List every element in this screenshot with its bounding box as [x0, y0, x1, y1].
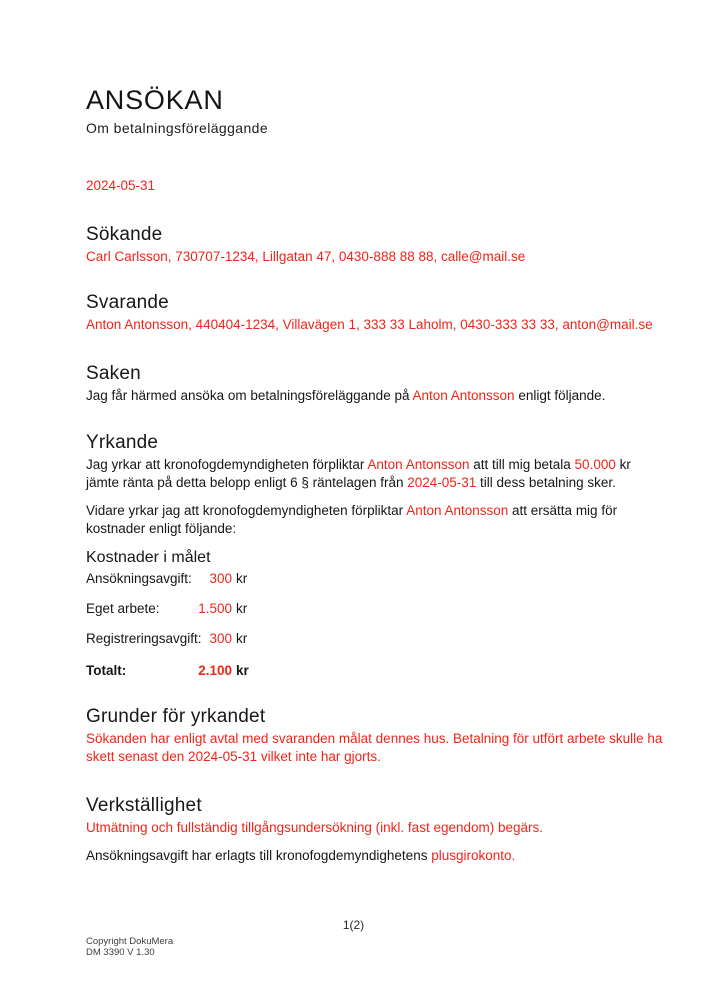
section-respondent: [86, 292, 653, 334]
highlighted-value: 50.000: [574, 457, 616, 472]
applicant-details: [86, 248, 525, 266]
cost-row-application-fee: [86, 570, 326, 588]
cost-row-own-work: [86, 600, 326, 618]
grounds-text-line-2: [86, 748, 662, 766]
cost-unit: kr: [236, 663, 249, 678]
enforcement-request-text: [86, 819, 543, 837]
cost-label: Totalt:: [86, 663, 127, 678]
claim-heading: Yrkande: [86, 432, 159, 453]
text-segment: till dess betalning sker.: [476, 475, 616, 490]
doc-date: 2024-05-31: [86, 178, 156, 193]
respondent-details: [86, 316, 653, 334]
cost-amount: 1.500: [198, 601, 232, 616]
text-segment: kostnader enligt följande:: [86, 521, 237, 536]
cost-label: Registreringsavgift:: [86, 631, 202, 646]
matter-text: [86, 387, 605, 405]
highlighted-value: Anton Antonsson, 440404-1234, Villavägen 1, 333 33 Laholm, 0430-333 33 33, anton@mail.se: [86, 317, 653, 332]
cost-amount: 300: [209, 631, 232, 646]
cost-amount: 2.100: [198, 663, 232, 678]
footer-copyright: Copyright DokuMera: [86, 936, 174, 947]
doc-subtitle: Om betalningsföreläggande: [86, 120, 269, 136]
highlighted-value: skett senast den 2024-05-31 vilket inte har gjorts.: [86, 749, 381, 764]
applicant-heading: Sökande: [86, 224, 163, 245]
section-enforcement: [86, 795, 543, 865]
text-segment: Jag får härmed ansöka om betalningsföreläggande på: [86, 388, 413, 403]
footer-meta: [86, 936, 173, 958]
highlighted-value: 2024-05-31: [407, 475, 477, 490]
costs-table: [86, 570, 326, 680]
cost-label: Eget arbete:: [86, 601, 160, 616]
highlighted-value: Sökanden har enligt avtal med svaranden målat dennes hus. Betalning för utfört arbete skulle ha: [86, 731, 663, 746]
text-segment: kr: [615, 457, 631, 472]
footer-doc-id: DM 3390 V 1.30: [86, 947, 155, 958]
cost-unit: kr: [236, 601, 248, 616]
section-grounds: [86, 706, 662, 766]
text-segment: Ansökningsavgift har erlagts till kronofogdemyndighetens: [86, 848, 432, 863]
highlighted-value: Anton Antonsson: [412, 388, 515, 403]
section-applicant: [86, 224, 525, 266]
enforcement-heading: Verkställighet: [86, 795, 202, 816]
highlighted-value: Anton Antonsson: [367, 457, 470, 472]
text-segment: enligt följande.: [514, 388, 606, 403]
highlighted-value: Utmätning och fullständig tillgångsundersökning (inkl. fast egendom) begärs.: [86, 820, 544, 835]
doc-title: ANSÖKAN: [86, 85, 224, 115]
fee-paid-text: [86, 847, 543, 865]
cost-unit: kr: [236, 571, 248, 586]
text-segment: Jag yrkar att kronofogdemyndigheten förpliktar: [86, 457, 368, 472]
grounds-heading: Grunder för yrkandet: [86, 706, 266, 727]
claim-paragraph-1-line-2: [86, 474, 631, 492]
matter-heading: Saken: [86, 363, 141, 384]
text-segment: att till mig betala: [469, 457, 575, 472]
section-claim: [86, 432, 631, 538]
highlighted-value: Anton Antonsson: [406, 503, 509, 518]
text-segment: jämte ränta på detta belopp enligt 6 § räntelagen från: [86, 475, 408, 490]
cost-amount: 300: [209, 571, 232, 586]
cost-row-registration-fee: [86, 630, 326, 648]
text-segment: Vidare yrkar jag att kronofogdemyndigheten förpliktar: [86, 503, 407, 518]
claim-paragraph-1-line-1: [86, 456, 631, 474]
claim-paragraph-2-line-2: [86, 520, 631, 538]
text-segment: att ersätta mig för: [508, 503, 618, 518]
costs-heading: Kostnader i målet: [86, 549, 211, 566]
section-costs: [86, 548, 326, 692]
page-number: 1(2): [342, 918, 365, 932]
cost-label: Ansökningsavgift:: [86, 571, 192, 586]
highlighted-value: plusgirokonto.: [431, 848, 516, 863]
claim-paragraph-2-line-1: [86, 502, 631, 520]
grounds-text-line-1: [86, 730, 662, 748]
cost-row-total: [86, 662, 326, 680]
cost-unit: kr: [236, 631, 248, 646]
highlighted-value: Carl Carlsson, 730707-1234, Lillgatan 47, 0430-888 88 88, calle@mail.se: [86, 249, 526, 264]
section-matter: [86, 363, 605, 405]
doc-header: [86, 84, 268, 136]
respondent-heading: Svarande: [86, 292, 169, 313]
